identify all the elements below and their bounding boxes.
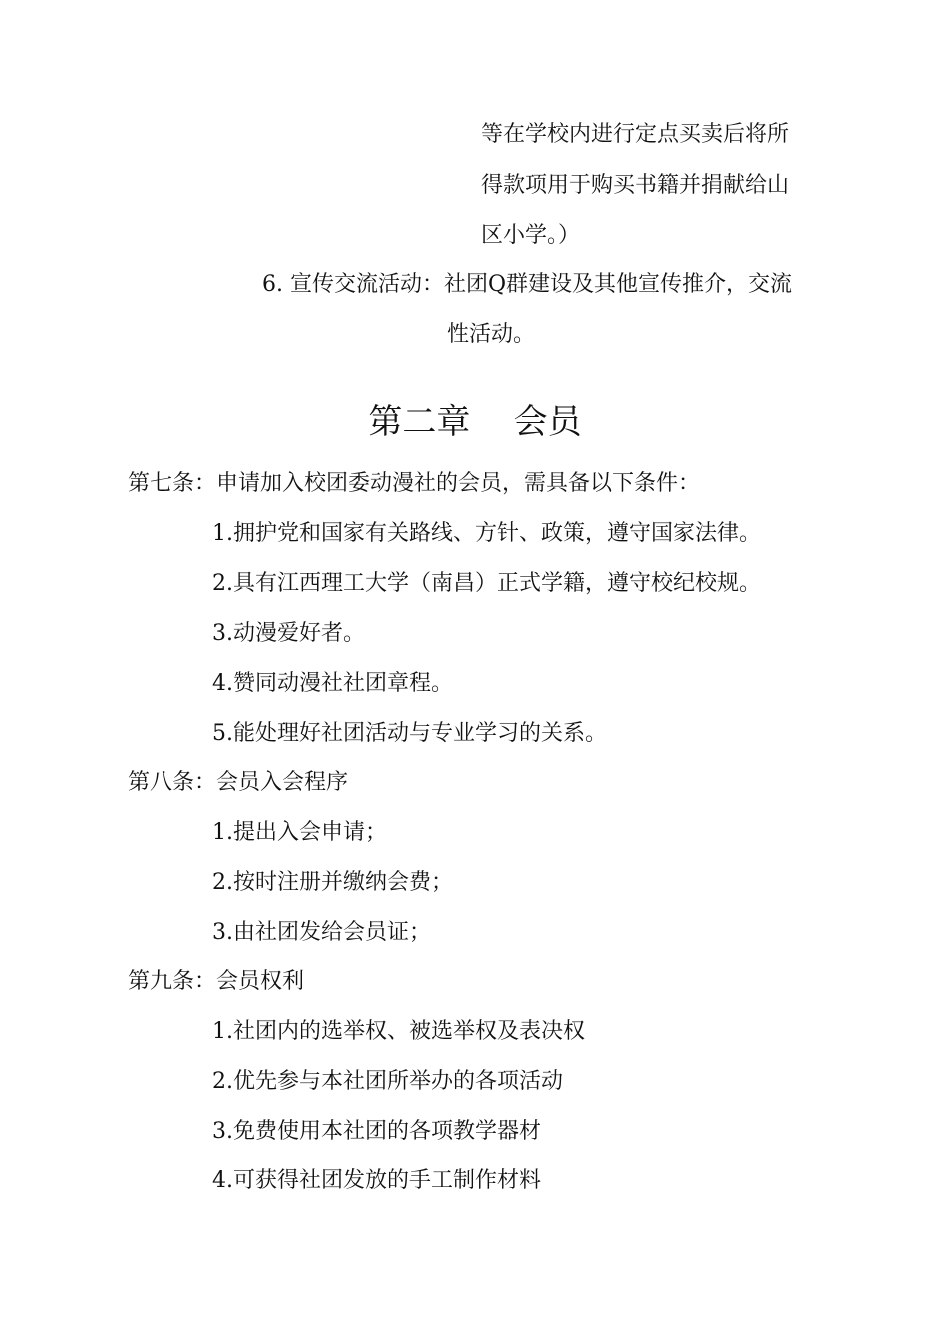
article8-item-3: 3.由社团发给会员证； — [212, 920, 431, 945]
continuation-line-2: 得款项用于购买书籍并捐献给山 — [481, 173, 790, 198]
article8-item-1: 1.提出入会申请； — [212, 820, 387, 845]
article7-item-4: 4.赞同动漫社社团章程。 — [212, 671, 453, 696]
item6-line-1: 6. 宣传交流活动：社团Q群建设及其他宣传推介，交流 — [262, 272, 793, 297]
article9-heading: 第九条：会员权利 — [128, 969, 305, 994]
article7-item-2: 2.具有江西理工大学（南昌）正式学籍，遵守校纪校规。 — [212, 571, 761, 596]
chapter-title: 第二章 会员 — [368, 402, 582, 442]
continuation-line-3: 区小学。） — [481, 223, 581, 248]
article7-heading: 第七条：申请加入校团委动漫社的会员，需具备以下条件： — [128, 471, 701, 496]
item6-line-2: 性活动。 — [447, 322, 536, 347]
article7-item-3: 3.动漫爱好者。 — [212, 621, 365, 646]
article9-item-3: 3.免费使用本社团的各项教学器材 — [212, 1119, 541, 1144]
article7-item-1: 1.拥护党和国家有关路线、方针、政策，遵守国家法律。 — [212, 521, 761, 546]
article9-item-1: 1.社团内的选举权、被选举权及表决权 — [212, 1019, 585, 1044]
article8-heading: 第八条：会员入会程序 — [128, 770, 349, 795]
article9-item-4: 4.可获得社团发放的手工制作材料 — [212, 1168, 541, 1193]
article9-item-2: 2.优先参与本社团所举办的各项活动 — [212, 1069, 563, 1094]
continuation-line-1: 等在学校内进行定点买卖后将所 — [481, 122, 790, 147]
article8-item-2: 2.按时注册并缴纳会费； — [212, 870, 453, 895]
article7-item-5: 5.能处理好社团活动与专业学习的关系。 — [212, 721, 607, 746]
